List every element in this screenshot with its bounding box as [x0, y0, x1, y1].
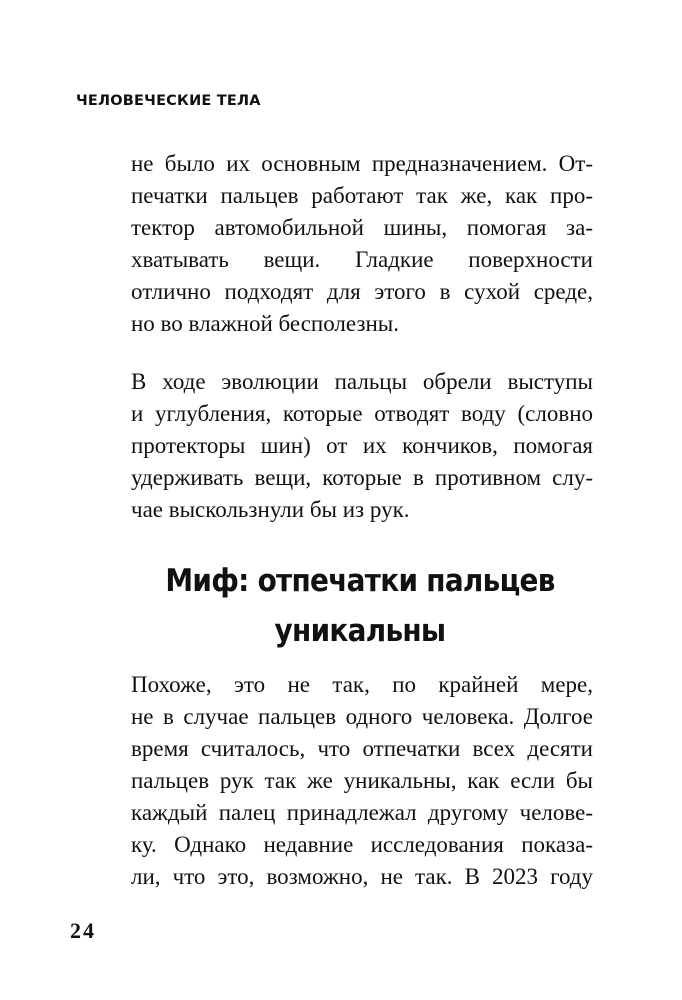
text-line: печатки пальцев работают так же, как про- — [131, 183, 593, 208]
paragraph-2 — [131, 366, 593, 526]
text-line: пальцев рук так же уникальны, как если бы — [131, 768, 593, 793]
text-line: хватывать вещи. Гладкие поверхности — [131, 247, 593, 272]
text-line: каждый палец принадлежал другому челове- — [131, 800, 593, 825]
text-line: время считалось, что отпечатки всех десяти — [131, 736, 593, 761]
text-line: удерживать вещи, которые в противном слу- — [131, 465, 593, 490]
paragraph-3 — [131, 669, 593, 893]
text-line: ку. Однако недавние исследования показа- — [131, 832, 593, 857]
text-line: тектор автомобильной шины, помогая за- — [131, 215, 593, 240]
heading-line: Миф: отпечатки пальцев — [165, 563, 555, 599]
text-line: но во влажной бесполезны. — [131, 311, 399, 336]
text-line: и углубления, которые отводят воду (словно — [131, 401, 593, 426]
text-line: отлично подходят для этого в сухой среде, — [131, 279, 593, 304]
running-head: ЧЕЛОВЕЧЕСКИЕ ТЕЛА — [76, 93, 261, 109]
text-line: ли, что это, возможно, не так. В 2023 году — [131, 864, 593, 889]
text-line: Похоже, это не так, по крайней мере, — [131, 672, 593, 697]
heading-line: уникальны — [274, 613, 446, 649]
text-line: протекторы шин) от их кончиков, помогая — [131, 433, 593, 458]
text-line: не в случае пальцев одного человека. Долгое — [131, 704, 593, 729]
page-number: 24 — [70, 918, 96, 943]
text-line: В ходе эволюции пальцы обрели выступы — [131, 369, 593, 394]
section-heading — [126, 556, 594, 656]
paragraph-1 — [131, 148, 593, 340]
text-line: не было их основным предназначением. От- — [131, 151, 593, 176]
text-line: чае выскользнули бы из рук. — [131, 497, 410, 522]
